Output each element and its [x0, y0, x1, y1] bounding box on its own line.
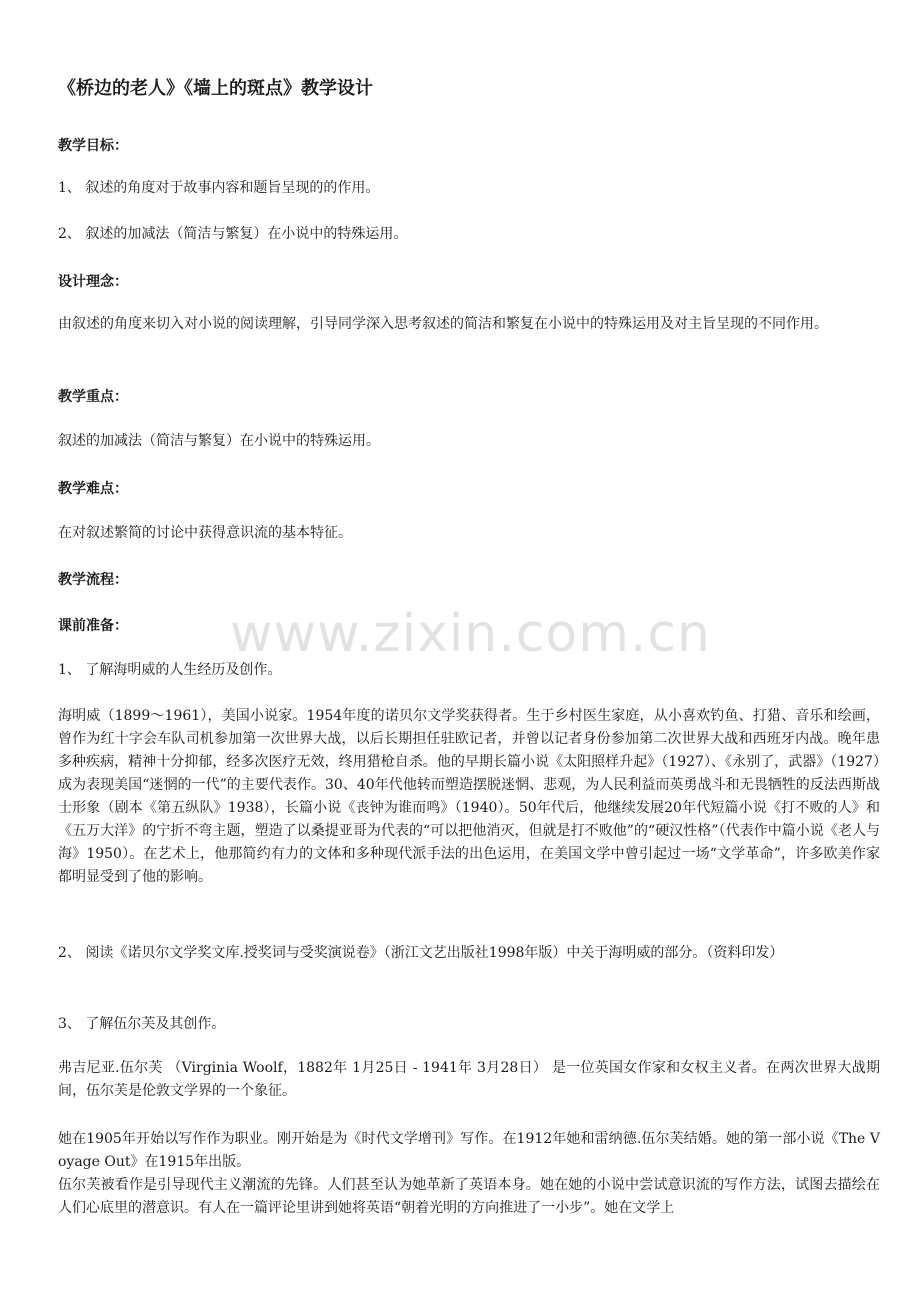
woolf-style-paragraph: 伍尔芙被看作是引导现代主义潮流的先锋。人们甚至认为她革新了英语本身。她在她的小说中尝试意识流的写作方法，试图去描绘在人们心底里的潜意识。有人在一篇评论里讲到她将英语“朝着光明的方向推进了一小步”。她在文学上: [58, 1177, 880, 1216]
concept-heading: 设计理念：: [58, 274, 128, 290]
difficulty-heading: 教学难点：: [58, 481, 128, 497]
document-title: 《桥边的老人》《墙上的斑点》教学设计: [58, 78, 373, 99]
concept-paragraph: 由叙述的角度来切入对小说的阅读理解，引导同学深入思考叙述的简洁和繁复在小说中的特殊运用及对主旨呈现的不同作用。: [58, 316, 828, 332]
woolf-intro-paragraph: 弗吉尼亚.伍尔芙 （Virginia Woolf，1882年 1月25日 - 1941年 3月28日） 是一位英国女作家和女权主义者。在两次世界大战期间，伍尔芙是伦敦文学界的一个象征。: [58, 1060, 880, 1099]
difficulty-paragraph: 在对叙述繁简的讨论中获得意识流的基本特征。: [58, 525, 352, 541]
key-point-paragraph: 叙述的加减法（简洁与繁复）在小说中的特殊运用。: [58, 433, 380, 449]
woolf-career-paragraph: 她在1905年开始以写作作为职业。刚开始是为《时代文学增刊》写作。在1912年她和雷纳德.伍尔芙结婚。她的第一部小说《The Voyage Out》在1915年出版。: [58, 1131, 880, 1170]
goal-item-1: 1、 叙述的角度对于故事内容和题旨呈现的的作用。: [58, 180, 380, 196]
hemingway-paragraph: 海明威（1899～1961），美国小说家。1954年度的诺贝尔文学奖获得者。生于乡村医生家庭，从小喜欢钓鱼、打猎、音乐和绘画，曾作为红十字会车队司机参加第一次世界大战，以后长期担任驻欧记者，并曾以记者身份参加第二次世界大战和西班牙内战。晚年患多种疾病，精神十分抑郁，经多次医疗无效，终用猎枪自杀。他的早期长篇小说《太阳照样升起》（1927）、《永别了，武器》（1927）成为表现美国“迷惘的一代”的主要代表作。30、40年代他转而塑造摆脱迷惘、悲观，为人民利益而英勇战斗和无畏牺牲的反法西斯战士形象（剧本《第五纵队》1938），长篇小说《丧钟为谁而鸣》（1940）。50年代后，他继续发展20年代短篇小说《打不败的人》和《五万大洋》的宁折不弯主题，塑造了以桑提亚哥为代表的“可以把他消灭，但就是打不败他”的“硬汉性格”（代表作中篇小说《老人与海》1950）。在艺术上，他那简约有力的文体和多种现代派手法的出色运用，在美国文学中曾引起过一场“文学革命”，许多欧美作家都明显受到了他的影响。: [58, 708, 880, 885]
key-point-heading: 教学重点：: [58, 389, 128, 405]
watermark: www.zixin.com.cn: [230, 604, 711, 664]
prep-item-3: 3、 了解伍尔芙及其创作。: [58, 1016, 226, 1032]
prep-item-2: 2、 阅读《诺贝尔文学奖文库.授奖词与受奖演说卷》（浙江文艺出版社1998年版）中关于海明威的部分。（资料印发）: [58, 945, 784, 961]
process-heading: 教学流程：: [58, 572, 128, 588]
goal-item-2: 2、 叙述的加减法（简洁与繁复）在小说中的特殊运用。: [58, 226, 408, 242]
prep-heading: 课前准备：: [58, 618, 128, 634]
goals-heading: 教学目标：: [58, 138, 128, 154]
prep-item-1: 1、 了解海明威的人生经历及创作。: [58, 662, 282, 678]
